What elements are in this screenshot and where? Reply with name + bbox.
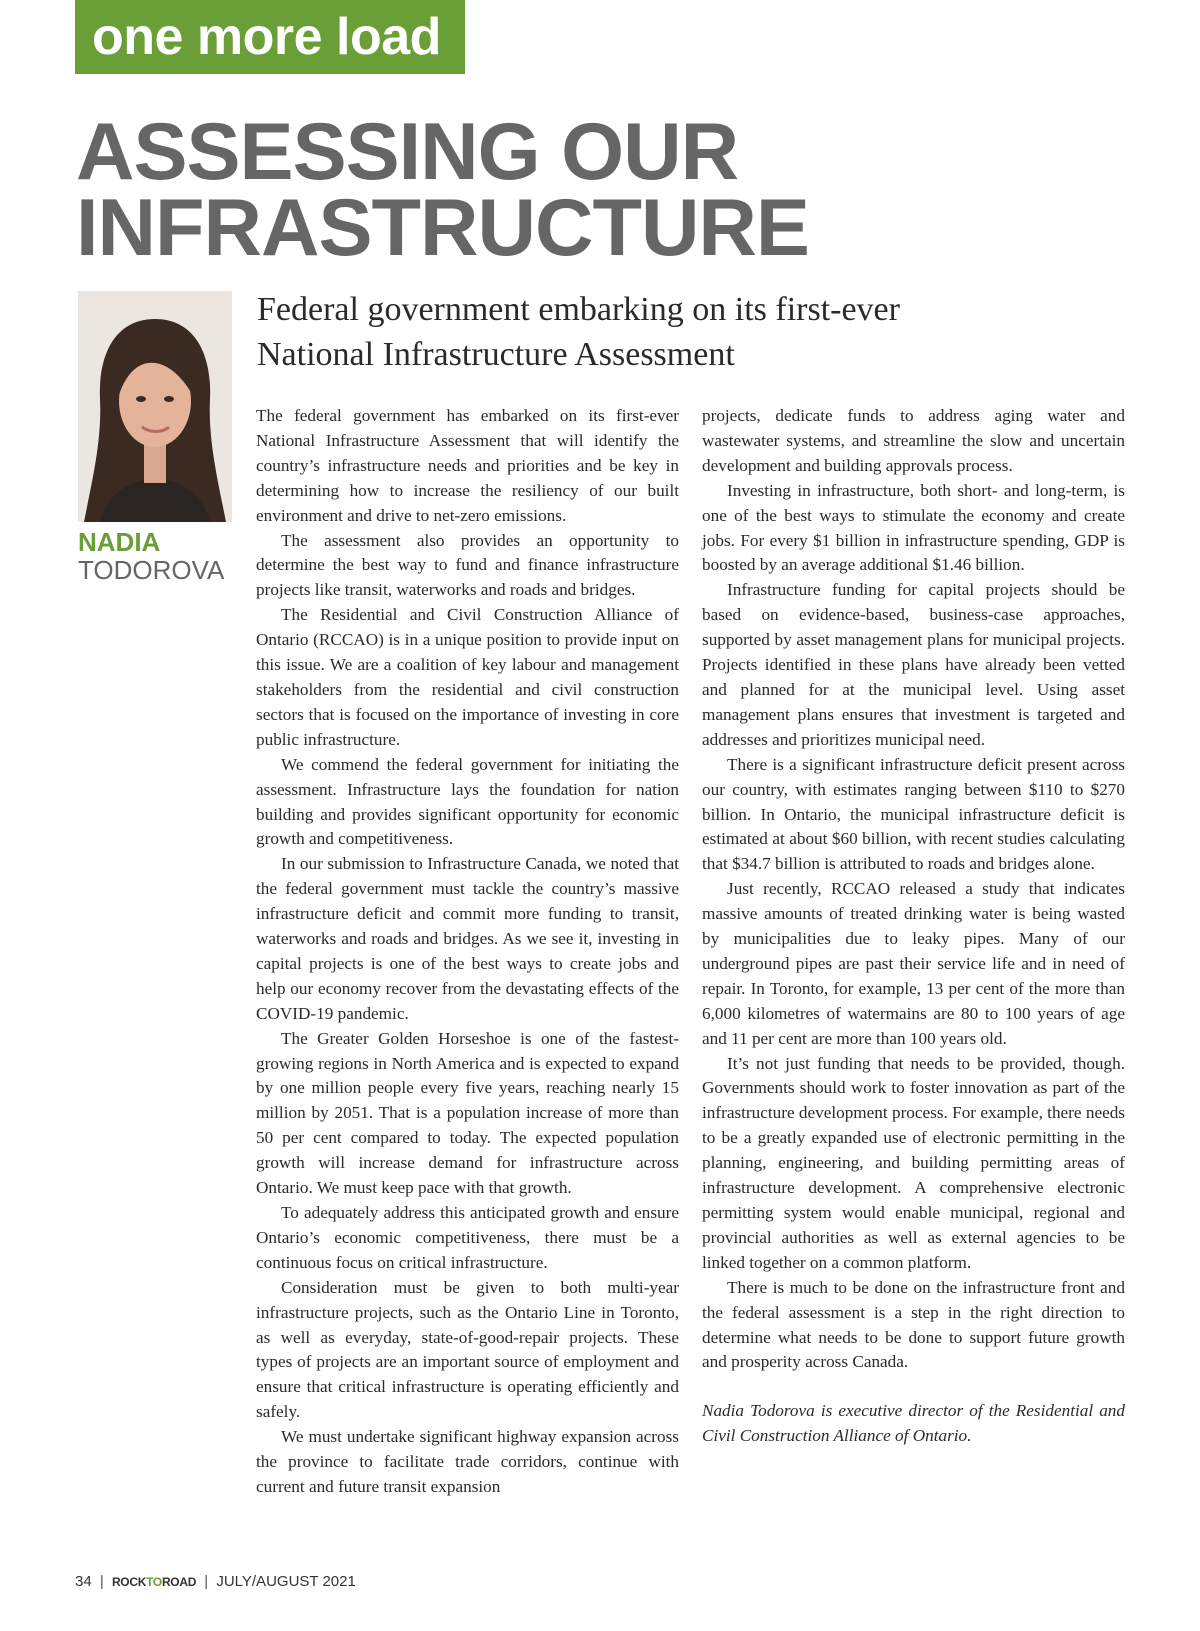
page-number: 34 [75,1573,92,1590]
author-first-name: NADIA [78,527,161,557]
paragraph: projects, dedicate funds to address aging water and wastewater systems, and streamline the slow and uncertain development and building approvals process. [702,406,1125,475]
magazine-name-mid: TO [146,1575,162,1589]
paragraph: We must undertake significant highway expansion across the province to facilitate trade corridors, continue with current and future transit expansion [256,1427,679,1496]
paragraph: Investing in infrastructure, both short- and long-term, is one of the best ways to stimulate the economy and create jobs. For every $1 billion in infrastructure spending, GDP is boosted by an average additional $1.46 billion. [702,480,1125,575]
paragraph: Consideration must be given to both multi-year infrastructure projects, such as the Ontario Line in Toronto, as well as everyday, state-of-good-repair projects. These types of projects are an important source of employment and ensure that critical infrastructure is operating efficiently and safely. [256,1277,679,1422]
magazine-name-end: ROAD [161,1575,197,1589]
paragraph: Just recently, RCCAO released a study that indicates massive amounts of treated drinking water is being wasted by municipalities due to leaky pipes. Many of our underground pipes are past their service life and in need of repair. In Toronto, for example, 13 per cent of the more than 6,000 kilometres of watermains are 80 to 100 years of age and 11 per cent are more than 100 years old. [702,879,1125,1048]
paragraph: There is much to be done on the infrastructure front and the federal assessment is a step in the right direction to determine what needs to be done to support future growth and prosperity across Canada. [702,1277,1125,1372]
issue-date: JULY/AUGUST 2021 [216,1573,356,1590]
paragraph: The assessment also provides an opportunity to determine the best way to fund and finance infrastructure projects like transit, waterworks and roads and bridges. [256,530,679,600]
paragraph: The Residential and Civil Construction Alliance of Ontario (RCCAO) is in a unique position to provide input on this issue. We are a coalition of key labour and management stakeholders from the residential and civil construction sectors that is focused on the importance of investing in core public infrastructure. [256,605,679,749]
body-column-right [702,404,1125,1449]
section-label: one more load [75,0,465,74]
magazine-name [112,1575,196,1589]
footer-separator: | [99,1573,104,1590]
magazine-name-start: ROCK [111,1575,147,1589]
headline-line-2: INFRASTRUCTURE [76,183,809,273]
author-bio: Nadia Todorova is executive director of the Residential and Civil Construction Alliance of Ontario. [702,1401,1125,1446]
page-footer [75,1573,356,1590]
author-last-name: TODOROVA [78,555,225,585]
author-byline [78,528,224,584]
footer-separator: | [204,1573,209,1590]
article-subtitle [257,287,1117,377]
paragraph: To adequately address this anticipated growth and ensure Ontario’s economic competitiveness, there must be a continuous focus on critical infrastructure. [256,1203,679,1272]
headline-line-1: ASSESSING OUR [76,107,739,197]
paragraph: There is a significant infrastructure deficit present across our country, with estimates ranging between $110 to $270 billion. In Ontario, the municipal infrastructure deficit is estimated at about $60 billion, with recent studies calculating that $34.7 billion is attributed to roads and bridges alone. [702,754,1125,874]
author-photo [78,291,232,522]
article-headline [76,107,1126,273]
subtitle-line-1: Federal government embarking on its first-ever [257,291,900,328]
paragraph: The Greater Golden Horseshoe is one of the fastest-growing regions in North America and is expected to expand by one million people every five years, reaching nearly 15 million by 2051. That is a population increase of more than 50 per cent compared to today. The expected population growth will increase demand for infrastructure across Ontario. We must keep pace with that growth. [256,1028,679,1198]
subtitle-line-2: National Infrastructure Assessment [257,336,735,373]
paragraph: The federal government has embarked on its first-ever National Infrastructure Assessment that will identify the country’s infrastructure needs and priorities and be key in determining how to increase the resiliency of our built environment and drive to net-zero emissions. [256,406,679,525]
body-column-left [256,404,679,1500]
paragraph: We commend the federal government for initiating the assessment. Infrastructure lays the foundation for nation building and provides significant opportunity for economic growth and competitiveness. [256,754,679,849]
paragraph: In our submission to Infrastructure Canada, we noted that the federal government must tackle the country’s massive infrastructure deficit and commit more funding to transit, waterworks and roads and bridges. As we see it, investing in capital projects is one of the best ways to create jobs and help our economy recover from the devastating effects of the COVID-19 pandemic. [256,854,679,1023]
paragraph: Infrastructure funding for capital projects should be based on evidence-based, business-case approaches, supported by asset management plans for municipal projects. Projects identified in these plans have already been vetted and planned for at the municipal level. Using asset management plans ensures that investment is targeted and addresses and prioritizes municipal need. [702,580,1125,749]
paragraph: It’s not just funding that needs to be provided, though. Governments should work to foster innovation as part of the infrastructure development process. For example, there needs to be a greatly expanded use of electronic permitting in the planning, engineering, and building permitting areas of infrastructure development. A comprehensive electronic permitting system would enable municipal, regional and provincial authorities as well as external agencies to be linked together on a common platform. [702,1053,1125,1272]
